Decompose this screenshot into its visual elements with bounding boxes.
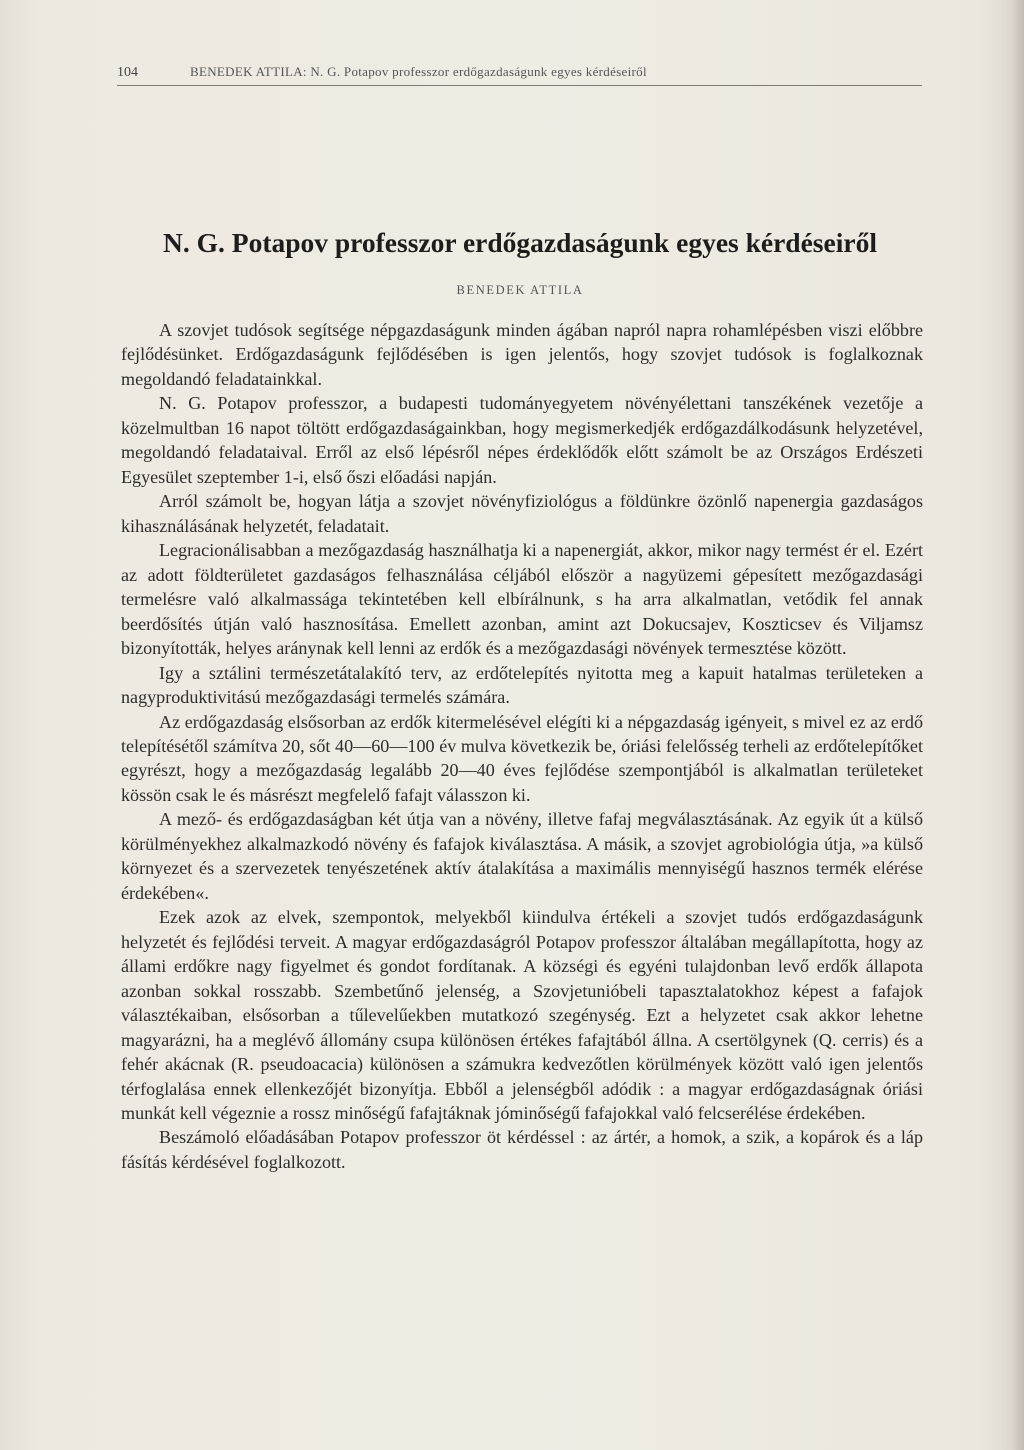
article-body [121,318,923,1174]
page-number: 104 [117,65,138,80]
paragraph: A mező- és erdőgazdaságban két útja van a növény, illetve fafaj megválasztásának. Az egyik út a külső körülményekhez alkalmazkodó növény és fafajok kiválasztása. A másik, a szovjet agrobiológia útja, »a külső környezet és a szervezetek tenyészetének aktív átalakítása a maximális mennyiségű hasznos termék elérése érdekében«. [121,809,923,903]
paragraph: Legracionálisabban a mezőgazdaság használhatja ki a napenergiát, akkor, mikor nagy termést ér el. Ezért az adott földterületet gazdaságos felhasználása céljából először a nagyüzemi gépesített mezőgazdasági termelésre való alkalmassága tekintetében kell elbírálnunk, s ha arra alkalmatlan, vetődik fel annak beerdősítés útján való hasznosítása. Emellett azonban, amint azt Dokucsajev, Koszticsev és Viljamsz bizonyították, helyes aránynak kell lenni az erdők és a mezőgazdasági növények termesztése között. [121,540,923,659]
article-author: BENEDEK ATTILA [456,283,584,297]
running-head-text: BENEDEK ATTILA: N. G. Potapov professzor erdőgazdaságunk egyes kérdéseiről [190,64,647,79]
paragraph: Az erdőgazdaság elsősorban az erdők kitermelésével elégíti ki a népgazdaság igényeit, s mivel ez az erdő telepítésétől számítva 20, sőt 40—60—100 év mulva következik be, óriási felelősség terheli az erdőtelepítőket egyrészt, hogy a mezőgazdaság legalább 20—40 éves fejlődése szempontjából is alkalmatlan területeket kössön csak le és másrészt megfelelő fafajt válasszon ki. [121,711,923,805]
paragraph: A szovjet tudósok segítsége népgazdaságunk minden ágában napról napra rohamlépésben viszi előbbre fejlődésünket. Erdőgazdaságunk fejlődésében is igen jelentős, hogy szovjet tudósok is foglalkoznak megoldandó feladatainkkal. [121,320,923,389]
paragraph: N. G. Potapov professzor, a budapesti tudományegyetem növényélettani tanszékének vezetője a közelmultban 16 napot töltött erdőgazdaságainkban, hogy megismerkedjék erdőgazdálkodásunk helyzetével, megoldandó feladataival. Erről az első lépésről népes érdeklődők előtt számolt be az Országos Erdészeti Egyesület szeptember 1-i, első őszi előadási napján. [121,393,923,487]
paragraph: Ezek azok az elvek, szempontok, melyekből kiindulva értékeli a szovjet tudós erdőgazdaságunk helyzetét és fejlődési terveit. A magyar erdőgazdaságról Potapov professzor általában megállapította, hogy az állami erdőkre nagy figyelmet és gondot fordítanak. A községi és egyéni tulajdonban levő erdők állapota azonban sokkal rosszabb. Szembetűnő jelenség, a Szovjetunióbeli tapasztalatokhoz képest a fafajok választékaiban, elsősorban a tűlevelűekben mutatkozó szegénység. Ezt a helyzetet csak akkor lehetne magyarázni, ha a meglévő állomány csupa különösen értékes fafajtából állna. A csertölgynek (Q. cerris) és a fehér akácnak (R. pseudoacacia) különösen a számukra kedvezőtlen körülmények között való igen jelentős térfoglalása ennek ellenkezőjét bizonyítja. Ebből a jelenségből adódik : a magyar erdőgazdaságnak óriási munkát kell végeznie a rossz minőségű fafajtáknak jóminőségű fafajokkal való felcserélése érdekében. [121,907,923,1123]
paragraph: Arról számolt be, hogyan látja a szovjet növényfiziológus a földünkre özönlő napenergia gazdaságos kihasználásának helyzetét, feladatait. [121,491,923,536]
page-edge-shadow [1010,0,1024,1450]
header-rule [117,85,922,86]
paragraph: Igy a sztálini természetátalakító terv, az erdőtelepítés nyitotta meg a kapuit hatalmas területeken a nagyproduktivitású mezőgazdasági termelés számára. [121,662,923,708]
paragraph: Beszámoló előadásában Potapov professzor öt kérdéssel : az ártér, a homok, a szik, a kopárok és a láp fásítás kérdésével foglalkozott. [121,1127,923,1172]
article-title: N. G. Potapov professzor erdőgazdaságunk egyes kérdéseiről [163,227,877,258]
running-head [117,64,922,81]
